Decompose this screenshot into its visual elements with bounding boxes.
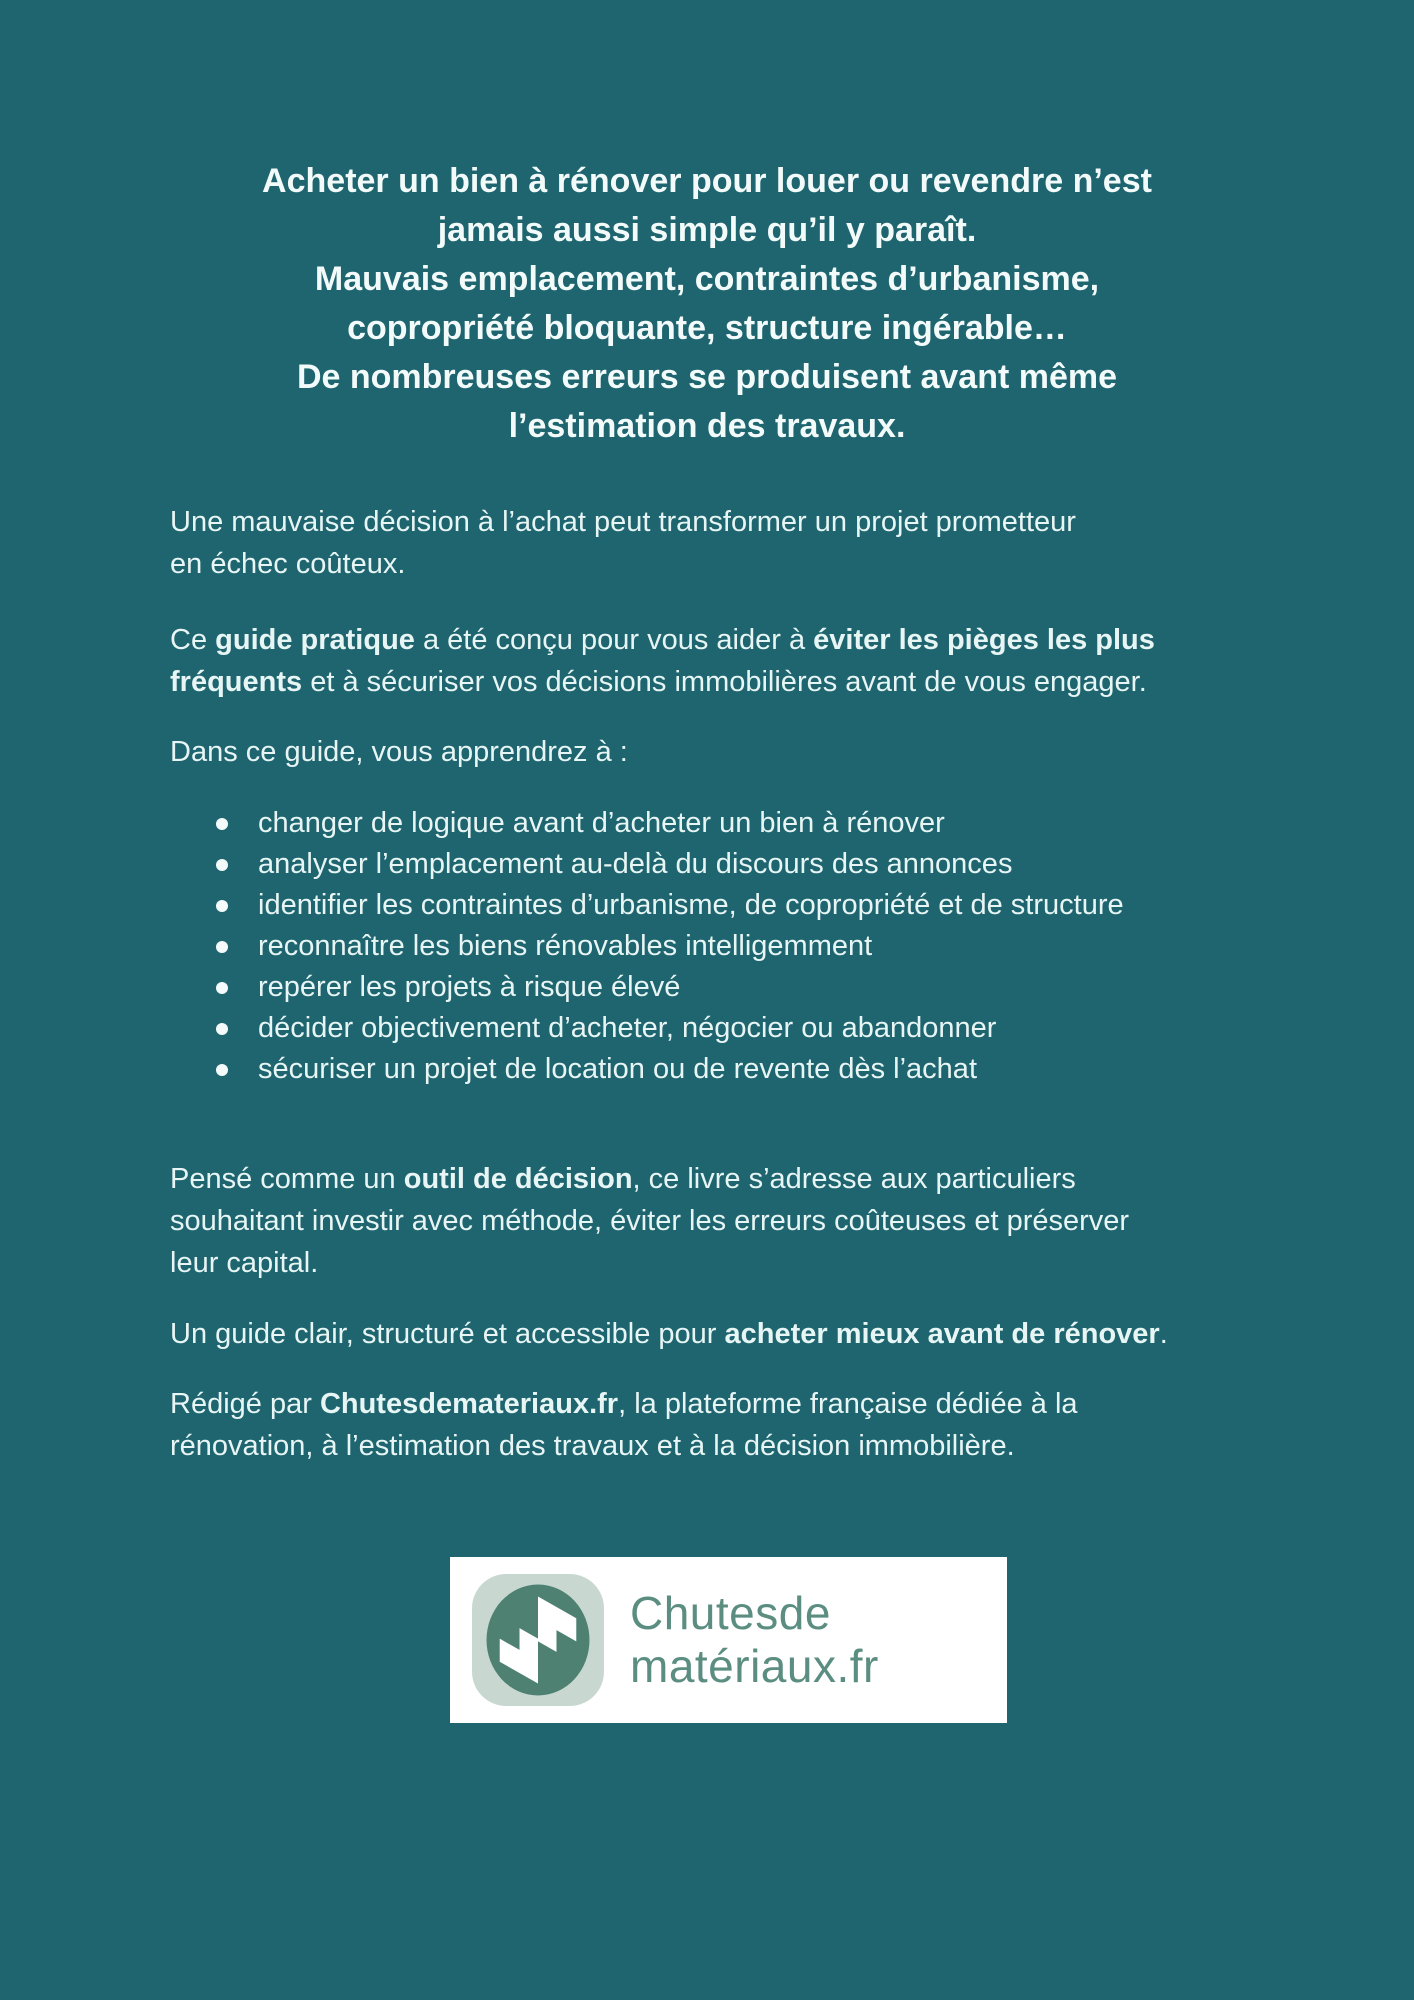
list-item xyxy=(170,926,1223,967)
learning-points-list xyxy=(170,803,1223,1090)
list-item-text: identifier les contraintes d’urbanisme, de copropriété et de structure xyxy=(258,889,1124,921)
bullet-dot-icon xyxy=(216,900,228,912)
bullet-dot-icon xyxy=(216,1064,228,1076)
text-segment: Dans ce guide, vous apprendrez à : xyxy=(170,736,628,768)
paragraph-line xyxy=(170,1313,1223,1355)
list-item-text: analyser l’emplacement au-delà du discours des annonces xyxy=(258,848,1013,880)
text-segment: souhaitant investir avec méthode, éviter les erreurs coûteuses et préserver xyxy=(170,1205,1130,1237)
text-segment: , ce livre s’adresse aux particuliers xyxy=(632,1163,1076,1195)
text-segment: en échec coûteux. xyxy=(170,548,406,580)
paragraph-line xyxy=(170,661,1223,703)
headline-line: copropriété bloquante, structure ingérable… xyxy=(347,309,1067,347)
bullet-dot-icon xyxy=(216,818,228,830)
text-segment: Ce xyxy=(170,624,216,656)
text-segment-bold: acheter mieux avant de rénover xyxy=(724,1318,1160,1350)
bullet-dot-icon xyxy=(216,859,228,871)
list-item xyxy=(170,844,1223,885)
bullet-dot-icon xyxy=(216,1023,228,1035)
paragraph-line xyxy=(170,1200,1223,1242)
list-item xyxy=(170,885,1223,926)
text-segment: , la plateforme française dédiée à la xyxy=(618,1388,1078,1420)
cube-logo-icon xyxy=(472,1574,604,1706)
paragraph-line xyxy=(170,1158,1223,1200)
text-segment: . xyxy=(1159,1318,1168,1350)
paragraph-line xyxy=(170,543,1223,585)
list-item-text: changer de logique avant d’acheter un bien à rénover xyxy=(258,807,945,839)
brand-wordmark-line1: Chutesde xyxy=(630,1587,831,1639)
list-item xyxy=(170,967,1223,1008)
paragraph-line xyxy=(170,619,1223,661)
list-item-text: décider objectivement d’acheter, négocier ou abandonner xyxy=(258,1012,997,1044)
list-item xyxy=(170,1008,1223,1049)
paragraph-list-lead-in xyxy=(170,731,1223,773)
text-segment-bold: éviter les pièges les plus xyxy=(813,624,1155,656)
bullet-dot-icon xyxy=(216,982,228,994)
text-segment: et à sécuriser vos décisions immobilières avant de vous engager. xyxy=(302,666,1147,698)
headline-line: De nombreuses erreurs se produisent avant même xyxy=(296,358,1118,396)
paragraph-guide-purpose xyxy=(170,619,1223,703)
headline-line: l’estimation des travaux. xyxy=(508,407,906,445)
brand-wordmark xyxy=(630,1587,879,1693)
paragraph-line xyxy=(170,1425,1223,1467)
list-item-text: reconnaître les biens rénovables intelligemment xyxy=(258,930,873,962)
text-segment: leur capital. xyxy=(170,1247,319,1279)
bullet-dot-icon xyxy=(216,941,228,953)
text-segment-bold: Chutesdemateriaux.fr xyxy=(319,1388,619,1420)
list-item xyxy=(170,803,1223,844)
text-segment: Un guide clair, structuré et accessible pour xyxy=(170,1318,725,1350)
paragraph-line xyxy=(170,731,1223,773)
paragraph-line xyxy=(170,1383,1223,1425)
text-segment: Pensé comme un xyxy=(170,1163,404,1195)
headline-line: Acheter un bien à rénover pour louer ou revendre n’est xyxy=(262,162,1152,200)
list-item xyxy=(170,1049,1223,1090)
headline-line: jamais aussi simple qu’il y paraît. xyxy=(437,211,977,249)
brand-wordmark-line2: matériaux.fr xyxy=(630,1640,879,1692)
text-segment: Rédigé par xyxy=(170,1388,320,1420)
paragraph-line xyxy=(170,1242,1223,1284)
text-segment: rénovation, à l’estimation des travaux et à la décision immobilière. xyxy=(170,1430,1015,1462)
headline xyxy=(0,157,1414,451)
brand-logo-box xyxy=(450,1557,1007,1723)
text-segment: Une mauvaise décision à l’achat peut transformer un projet prometteur xyxy=(170,506,1076,538)
paragraph-intro xyxy=(170,501,1223,585)
paragraph-author xyxy=(170,1383,1223,1467)
list-item-text: repérer les projets à risque élevé xyxy=(258,971,681,1003)
list-item-text: sécuriser un projet de location ou de revente dès l’achat xyxy=(258,1053,977,1085)
text-segment-bold: fréquents xyxy=(170,666,303,698)
text-segment-bold: guide pratique xyxy=(215,624,415,656)
paragraph-tagline xyxy=(170,1313,1223,1355)
paragraph-audience xyxy=(170,1158,1223,1284)
text-segment-bold: outil de décision xyxy=(403,1163,633,1195)
headline-line: Mauvais emplacement, contraintes d’urbanisme, xyxy=(314,260,1100,298)
paragraph-line xyxy=(170,501,1223,543)
text-segment: a été conçu pour vous aider à xyxy=(414,624,814,656)
